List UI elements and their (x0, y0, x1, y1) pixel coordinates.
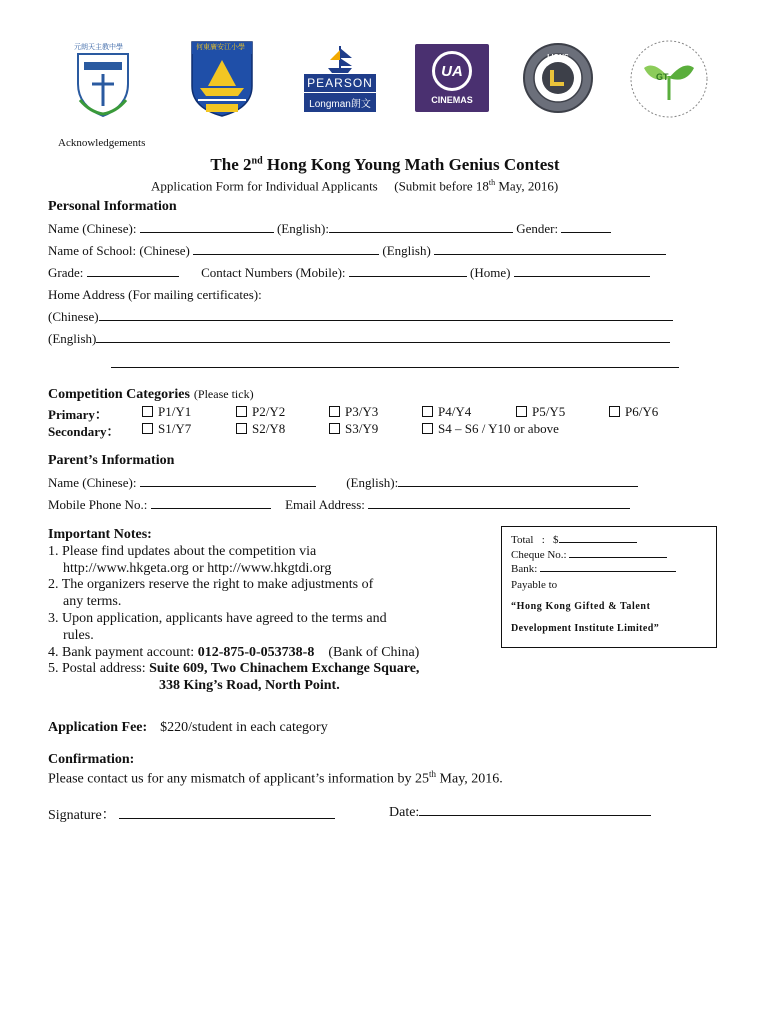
email-label: Email Address: (285, 497, 365, 512)
parent-info-heading: Parent’s Information (48, 453, 175, 468)
confirmation-pre: Please contact us for any mismatch of applicant’s information by 25 (48, 771, 430, 787)
row-grade-contact (48, 265, 650, 281)
note-5 (48, 661, 419, 678)
fee-value: $220/student in each category (160, 720, 328, 735)
category-p5[interactable] (516, 404, 565, 420)
name-english-label: (English): (276, 221, 329, 236)
categories-heading (48, 385, 254, 403)
checkbox-icon[interactable] (236, 423, 247, 434)
pearson-name: PEARSON (304, 74, 376, 92)
school-english-label: (English) (382, 243, 431, 258)
payment-box (501, 526, 717, 648)
mobile-phone-field[interactable] (151, 497, 271, 509)
gt-name: GT (656, 72, 669, 82)
form-title (0, 155, 770, 175)
name-english-field[interactable] (329, 221, 513, 233)
ua-name: UA (441, 62, 463, 80)
grade-field[interactable] (87, 265, 179, 277)
category-label: P4/Y4 (438, 404, 472, 419)
school-english-field[interactable] (434, 243, 666, 255)
categories-hint: (Please tick) (193, 387, 254, 401)
note-4-post: (Bank of China) (314, 644, 420, 660)
checkbox-icon[interactable] (236, 406, 247, 417)
date-field[interactable] (419, 804, 651, 816)
total-row (511, 533, 637, 546)
category-p2[interactable] (236, 404, 285, 420)
note-2-line-2: any terms. (63, 594, 122, 610)
category-label: S2/Y8 (252, 421, 286, 436)
pearson-sub: Longman朗文 (304, 93, 376, 112)
signature-label: Signature： (48, 808, 116, 823)
ship-icon (320, 44, 360, 74)
application-fee (48, 720, 328, 736)
parent-name-chinese-field[interactable] (140, 475, 316, 487)
school-crest-text-1: 元朗天主教中學 (74, 43, 123, 51)
bank-field[interactable] (540, 562, 676, 572)
address-continuation-line[interactable] (111, 356, 679, 368)
category-p4[interactable] (422, 404, 471, 420)
row-parent-name (48, 475, 638, 491)
gender-label: Gender: (516, 221, 559, 236)
ua-sub: CINEMAS (431, 95, 473, 105)
note-5-pre: 5. Postal address: (48, 661, 150, 677)
row-address-chinese (48, 309, 673, 325)
postal-address-line-2: 338 King’s Road, North Point. (159, 678, 340, 694)
checkbox-icon[interactable] (142, 423, 153, 434)
checkbox-icon[interactable] (329, 423, 340, 434)
title-pre: The 2 (210, 155, 252, 174)
row-name (48, 221, 611, 237)
checkbox-icon[interactable] (329, 406, 340, 417)
total-label: Total : $ (511, 534, 559, 546)
category-label: P2/Y2 (252, 404, 286, 419)
row-school (48, 243, 666, 259)
parent-name-english-field[interactable] (398, 475, 638, 487)
primary-label: Primary： (48, 407, 108, 422)
gender-field[interactable] (561, 221, 611, 233)
category-label: S1/Y7 (158, 421, 192, 436)
date-row (389, 804, 651, 821)
category-label: P3/Y3 (345, 404, 379, 419)
note-3-line-1: 3. Upon application, applicants have agreed to the terms and (48, 610, 387, 626)
name-chinese-field[interactable] (140, 221, 274, 233)
checkbox-icon[interactable] (422, 406, 433, 417)
cheque-row (511, 548, 667, 561)
school-crest-logo-1 (70, 40, 136, 120)
bank-account-number: 012-875-0-053738-8 (197, 644, 315, 660)
parent-name-english-label: (English): (346, 475, 399, 490)
email-field[interactable] (368, 497, 630, 509)
ua-circle-icon (432, 51, 472, 91)
address-chinese-field[interactable] (99, 309, 673, 321)
bank-label: Bank: (511, 563, 538, 575)
category-label: P1/Y1 (158, 404, 192, 419)
secondary-label: Secondary： (48, 424, 120, 439)
school-chinese-field[interactable] (193, 243, 379, 255)
submit-deadline-sup: th (488, 178, 496, 187)
category-p3[interactable] (329, 404, 378, 420)
confirmation-sup: th (429, 769, 437, 779)
school-chinese-label: Name of School: (Chinese) (48, 243, 190, 258)
checkbox-icon[interactable] (609, 406, 620, 417)
subtitle-text: Application Form for Individual Applicants (151, 178, 378, 194)
notes-heading: Important Notes: (48, 527, 152, 542)
acknowledgements-label: Acknowledgements (58, 137, 146, 149)
signature-row (48, 804, 335, 824)
category-s4-s6[interactable] (422, 421, 559, 437)
category-p6[interactable] (609, 404, 658, 420)
parent-name-chinese-label: Name (Chinese): (48, 475, 137, 490)
category-s2[interactable] (236, 421, 285, 437)
form-subtitle (151, 178, 558, 194)
important-notes (48, 527, 419, 695)
school-crest-logo-2 (190, 40, 254, 118)
note-3-line-2: rules. (63, 627, 94, 643)
checkbox-icon[interactable] (516, 406, 527, 417)
categories-title: Competition Categories (48, 387, 190, 402)
bank-row (511, 562, 676, 575)
contact-mobile-field[interactable] (349, 265, 467, 277)
category-label: P5/Y5 (532, 404, 566, 419)
home-address-label: Home Address (For mailing certificates): (48, 287, 262, 302)
submit-deadline-post: May, 2016) (495, 178, 559, 194)
personal-info-heading: Personal Information (48, 199, 177, 214)
payee-line-2: Development Institute Limited” (511, 623, 660, 634)
note-2-line-1: 2. The organizers reserve the right to make adjustments of (48, 577, 374, 593)
pearson-longman-logo (304, 40, 376, 116)
submit-deadline-pre: (Submit before 18 (394, 178, 489, 194)
contact-home-label: (Home) (470, 265, 511, 280)
address-english-label: (English) (48, 331, 97, 346)
fee-label: Application Fee: (48, 720, 148, 735)
payable-label: Payable to (511, 579, 558, 591)
payee-line-1: “Hong Kong Gifted & Talent (511, 601, 651, 612)
date-label: Date: (389, 805, 420, 820)
checkbox-icon[interactable] (142, 406, 153, 417)
gifted-talent-institute-logo (628, 38, 710, 120)
category-s1[interactable] (142, 421, 191, 437)
contact-mobile-label: Contact Numbers (Mobile): (201, 265, 346, 280)
title-post: Hong Kong Young Math Genius Contest (262, 155, 560, 174)
cheque-label: Cheque No.: (511, 549, 567, 561)
mobile-phone-label: Mobile Phone No.: (48, 497, 148, 512)
note-4 (48, 645, 419, 662)
address-english-field[interactable] (96, 331, 670, 343)
note-1-links[interactable]: http://www.hkgeta.org or http://www.hkgtdi.org (63, 560, 332, 576)
ua-cinemas-logo (415, 44, 489, 112)
confirmation-heading: Confirmation: (48, 752, 135, 767)
row-address-english (48, 331, 670, 347)
lions-name: LIONS (547, 54, 569, 61)
name-chinese-label: Name (Chinese): (48, 221, 137, 236)
note-1-line-1: 1. Please find updates about the competition via (48, 543, 317, 559)
signature-field[interactable] (119, 807, 335, 819)
postal-address-line-1: Suite 609, Two Chinachem Exchange Square, (149, 661, 420, 677)
category-label: P6/Y6 (625, 404, 659, 419)
grade-label: Grade: (48, 265, 84, 280)
contact-home-field[interactable] (514, 265, 650, 277)
lions-club-logo (522, 42, 594, 114)
note-4-pre: 4. Bank payment account: (48, 644, 198, 660)
row-parent-contact (48, 497, 630, 513)
category-label: S3/Y9 (345, 421, 379, 436)
cheque-field[interactable] (569, 548, 667, 558)
address-chinese-label: (Chinese) (48, 309, 99, 324)
category-label: S4 – S6 / Y10 or above (438, 421, 559, 436)
category-p1[interactable] (142, 404, 191, 420)
checkbox-icon[interactable] (422, 423, 433, 434)
confirmation-post: May, 2016. (436, 771, 503, 787)
total-field[interactable] (559, 533, 637, 543)
category-s3[interactable] (329, 421, 378, 437)
confirmation-text (48, 769, 503, 788)
school-crest-text-2: 何東廣安江小學 (196, 43, 245, 51)
title-sup: nd (251, 155, 263, 167)
